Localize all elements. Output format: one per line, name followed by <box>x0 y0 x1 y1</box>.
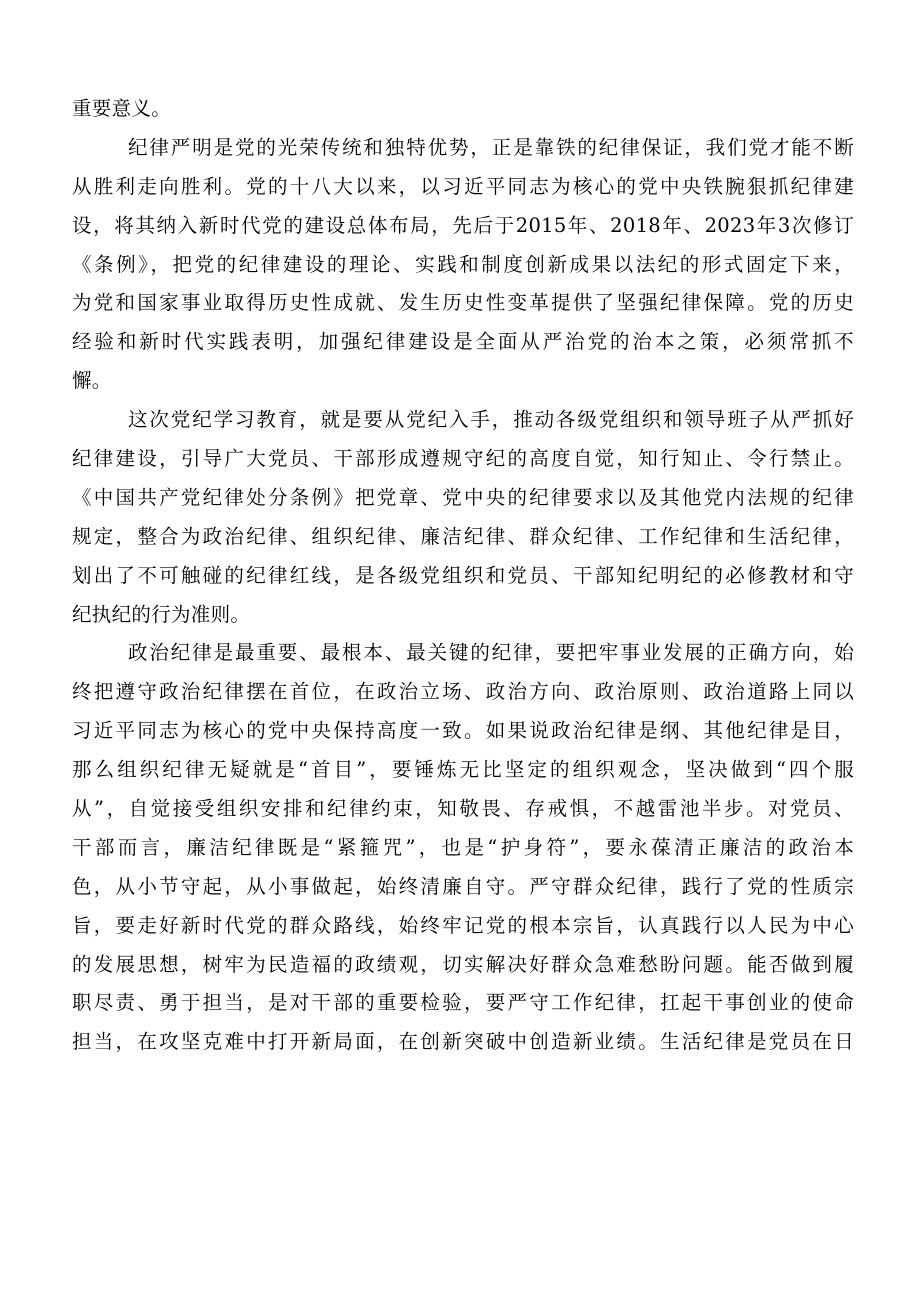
text-line: 旨，要走好新时代党的群众路线，始终牢记党的根本宗旨，认真践行以人民为中心 <box>72 913 854 937</box>
text-line: 政治纪律是最重要、最根本、最关键的纪律，要把牢事业发展的正确方向，始 <box>128 641 854 665</box>
text-line: 从胜利走向胜利。党的十八大以来，以习近平同志为核心的党中央铁腕狠抓纪律建 <box>72 174 854 198</box>
text-line: 这次党纪学习教育，就是要从党纪入手，推动各级党组织和领导班子从严抓好 <box>128 408 854 432</box>
text-line: 划出了不可触碰的纪律红线，是各级党组织和党员、干部知纪明纪的必修教材和守 <box>72 563 854 587</box>
paragraph <box>72 634 854 1062</box>
text-line: 从”，自觉接受组织安排和纪律约束，知敬畏、存戒惧，不越雷池半步。对党员、 <box>72 797 854 821</box>
text-line: 的发展思想，树牢为民造福的政绩观，切实解决好群众急难愁盼问题。能否做到履 <box>72 952 854 976</box>
text-line: 色，从小节守起，从小事做起，始终清廉自守。严守群众纪律，践行了党的性质宗 <box>72 874 854 898</box>
text-line: 担当，在攻坚克难中打开新局面，在创新突破中创造新业绩。生活纪律是党员在日 <box>72 1030 854 1054</box>
paragraph <box>72 401 854 634</box>
text-line: 《中国共产党纪律处分条例》把党章、党中央的纪律要求以及其他党内法规的纪律 <box>72 485 854 509</box>
text-line: 纪律建设，引导广大党员、干部形成遵规守纪的高度自觉，知行知止、令行禁止。 <box>72 447 854 471</box>
text-line: 那么组织纪律无疑就是“首目”，要锤炼无比坚定的组织观念，坚决做到“四个服 <box>72 758 854 782</box>
text-line: 职尽责、勇于担当，是对干部的重要检验，要严守工作纪律，扛起干事创业的使命 <box>72 991 854 1015</box>
paragraph <box>72 90 854 129</box>
paragraph <box>72 129 854 401</box>
text-line: 为党和国家事业取得历史性成就、发生历史性变革提供了坚强纪律保障。党的历史 <box>72 291 854 315</box>
text-line: 干部而言，廉洁纪律既是“紧箍咒”，也是“护身符”，要永葆清正廉洁的政治本 <box>72 835 854 859</box>
text-line: 习近平同志为核心的党中央保持高度一致。如果说政治纪律是纲、其他纪律是目， <box>72 719 854 743</box>
text-line: 重要意义。 <box>72 97 172 120</box>
text-line: 懈。 <box>72 369 112 393</box>
text-line: 设，将其纳入新时代党的建设总体布局，先后于2015年、2018年、2023年3次修订 <box>72 213 854 237</box>
text-line: 纪执纪的行为准则。 <box>72 602 251 626</box>
text-line: 《条例》，把党的纪律建设的理论、实践和制度创新成果以法纪的形式固定下来， <box>72 252 854 276</box>
text-line: 规定，整合为政治纪律、组织纪律、廉洁纪律、群众纪律、工作纪律和生活纪律， <box>72 524 854 548</box>
text-line: 经验和新时代实践表明，加强纪律建设是全面从严治党的治本之策，必须常抓不 <box>72 330 854 354</box>
text-line: 纪律严明是党的光荣传统和独特优势，正是靠铁的纪律保证，我们党才能不断 <box>128 135 854 159</box>
text-line: 终把遵守政治纪律摆在首位，在政治立场、政治方向、政治原则、政治道路上同以 <box>72 680 854 704</box>
